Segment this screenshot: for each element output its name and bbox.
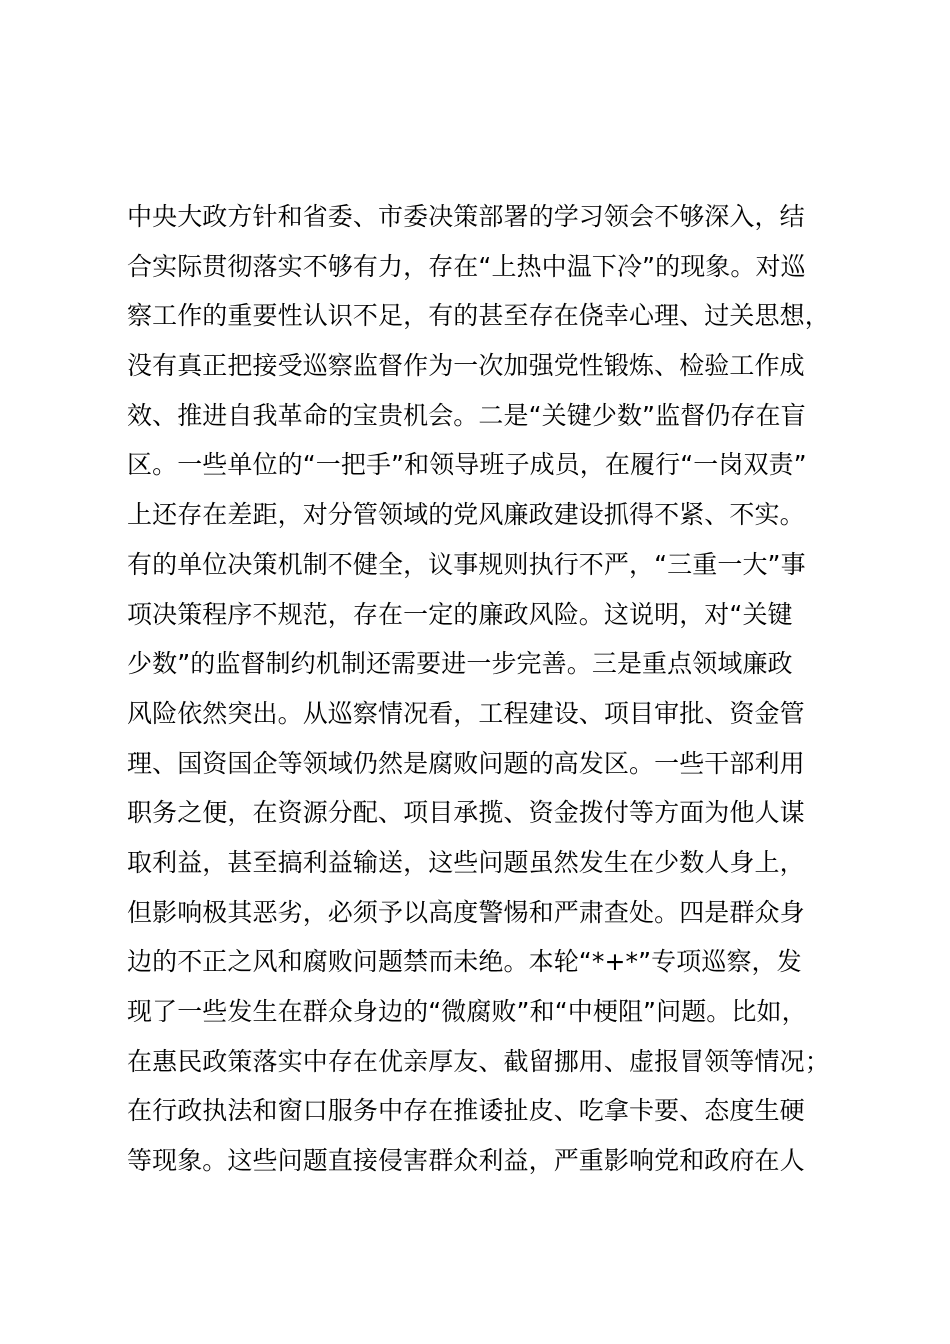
text-line-17: 现了一些发生在群众身边的“微腐败”和“中梗阻”问题。比如， bbox=[127, 997, 807, 1026]
text-line-12: 理、国资国企等领域仍然是腐败问题的高发区。一些干部利用 bbox=[127, 748, 805, 778]
text-line-15: 但影响极其恶劣，必须予以高度警惕和严肃查处。四是群众身 bbox=[127, 897, 805, 927]
text-line-7: 上还存在差距，对分管领域的党风廉政建设抓得不紧、不实。 bbox=[127, 500, 805, 530]
text-line-5: 效、推进自我革命的宝贵机会。二是“关键少数”监督仍存在盲 bbox=[127, 400, 806, 430]
text-line-18: 在惠民政策落实中存在优亲厚友、截留挪用、虚报冒领等情况； bbox=[127, 1046, 830, 1076]
text-line-20: 等现象。这些问题直接侵害群众利益，严重影响党和政府在人 bbox=[127, 1146, 805, 1176]
text-line-19: 在行政执法和窗口服务中存在推诿扯皮、吃拿卡要、态度生硬 bbox=[127, 1096, 805, 1126]
text-line-14: 取利益，甚至搞利益输送，这些问题虽然发生在少数人身上， bbox=[127, 847, 805, 877]
text-line-1: 中央大政方针和省委、市委决策部署的学习领会不够深入，结 bbox=[127, 202, 805, 231]
text-line-16: 边的不正之风和腐败问题禁而未绝。本轮“*+*”专项巡察，发 bbox=[127, 947, 802, 977]
text-line-3: 察工作的重要性认识不足，有的甚至存在侥幸心理、过关思想， bbox=[127, 301, 830, 331]
text-line-2: 合实际贯彻落实不够有力，存在“上热中温下冷”的现象。对巡 bbox=[127, 251, 806, 281]
text-line-8: 有的单位决策机制不健全，议事规则执行不严，“三重一大”事 bbox=[127, 549, 806, 579]
text-line-4: 没有真正把接受巡察监督作为一次加强党性锻炼、检验工作成 bbox=[127, 351, 805, 381]
body-paragraph bbox=[127, 192, 847, 1186]
text-line-9: 项决策程序不规范，存在一定的廉政风险。这说明，对“关键 bbox=[127, 599, 793, 629]
text-line-10: 少数”的监督制约机制还需要进一步完善。三是重点领域廉政 bbox=[127, 649, 793, 679]
text-line-13: 职务之便，在资源分配、项目承揽、资金拨付等方面为他人谋 bbox=[127, 798, 805, 828]
text-line-6: 区。一些单位的“一把手”和领导班子成员，在履行“一岗双责” bbox=[127, 450, 807, 480]
text-line-11: 风险依然突出。从巡察情况看，工程建设、项目审批、资金管 bbox=[127, 698, 805, 728]
